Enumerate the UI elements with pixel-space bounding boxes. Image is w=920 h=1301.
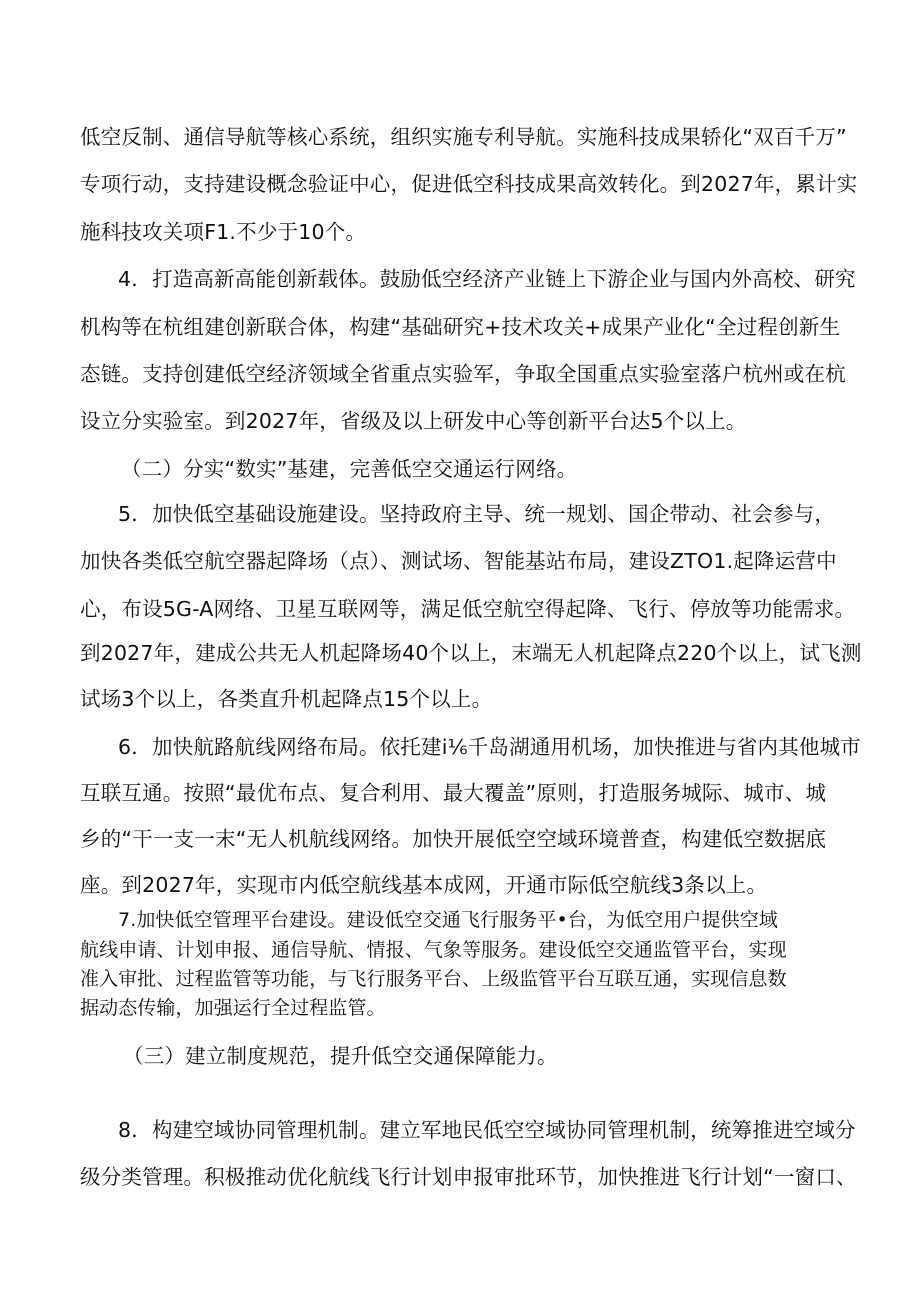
text-line: 互联互通。按照“最优布点、复合利用、最大覆盖”原则，打造服务城际、城市、城 bbox=[80, 781, 827, 805]
text-line: 试场3个以上，各类直升机起降点15个以上。 bbox=[80, 687, 493, 711]
text-line: 航线申请、计划申报、通信导航、情报、气象等服务。建设低空交通监管平台，实现 bbox=[80, 939, 787, 961]
text-line: 设立分实验室。到2027年，省级及以上研发中心等创新平台达5个以上。 bbox=[80, 409, 747, 433]
text-line: 座。到2027年，实现市内低空航线基本成网，开通市际低空航线3条以上。 bbox=[80, 873, 768, 897]
text-line: 4．打造高新高能创新载体。鼓励低空经济产业链上下游企业与国内外高校、研究 bbox=[118, 267, 856, 291]
text-line: 7.加快低空管理平台建设。建设低空交通飞行服务平•台，为低空用户提供空域 bbox=[118, 909, 778, 931]
text-line: 加快各类低空航空器起降场（点）、测试场、智能基站布局，建设ZTO1.起降运营中 bbox=[80, 549, 837, 573]
text-line: 8．构建空域协同管理机制。建立军地民低空空域协同管理机制，统筹推进空域分 bbox=[118, 1118, 856, 1142]
text-line: 乡的“干一支一末“无人机航线网络。加快开展低空空域环境普查，构建低空数据底 bbox=[80, 827, 827, 851]
text-line: 机构等在杭组建创新联合体，构建“基础研究+技术攻关+成果产业化“全过程创新生 bbox=[80, 315, 841, 339]
text-line: 态链。支持创建低空经济领域全省重点实验军，争取全国重点实验室落户杭州或在杭 bbox=[80, 362, 846, 386]
text-line: 专项行动，支持建设概念验证中心，促进低空科技成果高效转化。到2027年，累计实 bbox=[80, 172, 858, 196]
section-heading-2: （二）分实“数实”基建，完善低空交通运行网络。 bbox=[121, 457, 578, 481]
section-heading-3: （三）建立制度规范，提升低空交通保障能力。 bbox=[123, 1044, 558, 1068]
text-line: 6．加快航路航线网络布局。依托建i⅙千岛湖通用机场，加快推进与省内其他城市 bbox=[118, 735, 862, 759]
text-line: 施科技攻关项F1.不少于10个。 bbox=[80, 220, 367, 244]
text-line: 到2027年，建成公共无人机起降场40个以上，末端无人机起降点220个以上，试飞测 bbox=[80, 641, 862, 665]
text-line: 级分类管理。积极推动优化航线飞行计划申报审批环节，加快推进飞行计划“一窗口、 bbox=[80, 1165, 857, 1189]
text-line: 据动态传输，加强运行全过程监管。 bbox=[80, 997, 386, 1019]
text-line: 准入审批、过程监管等功能，与飞行服务平台、上级监管平台互联互通，实现信息数 bbox=[80, 968, 787, 990]
text-line: 低空反制、通信导航等核心系统，组织实施专利导航。实施科技成果轿化“双百千万” bbox=[80, 125, 847, 149]
text-line: 5．加快低空基础设施建设。坚持政府主导、统一规划、国企带动、社会参与， bbox=[118, 502, 836, 526]
text-line: 心，布设5G-A网络、卫星互联网等，满足低空航空得起降、飞行、停放等功能需求。 bbox=[80, 597, 856, 621]
